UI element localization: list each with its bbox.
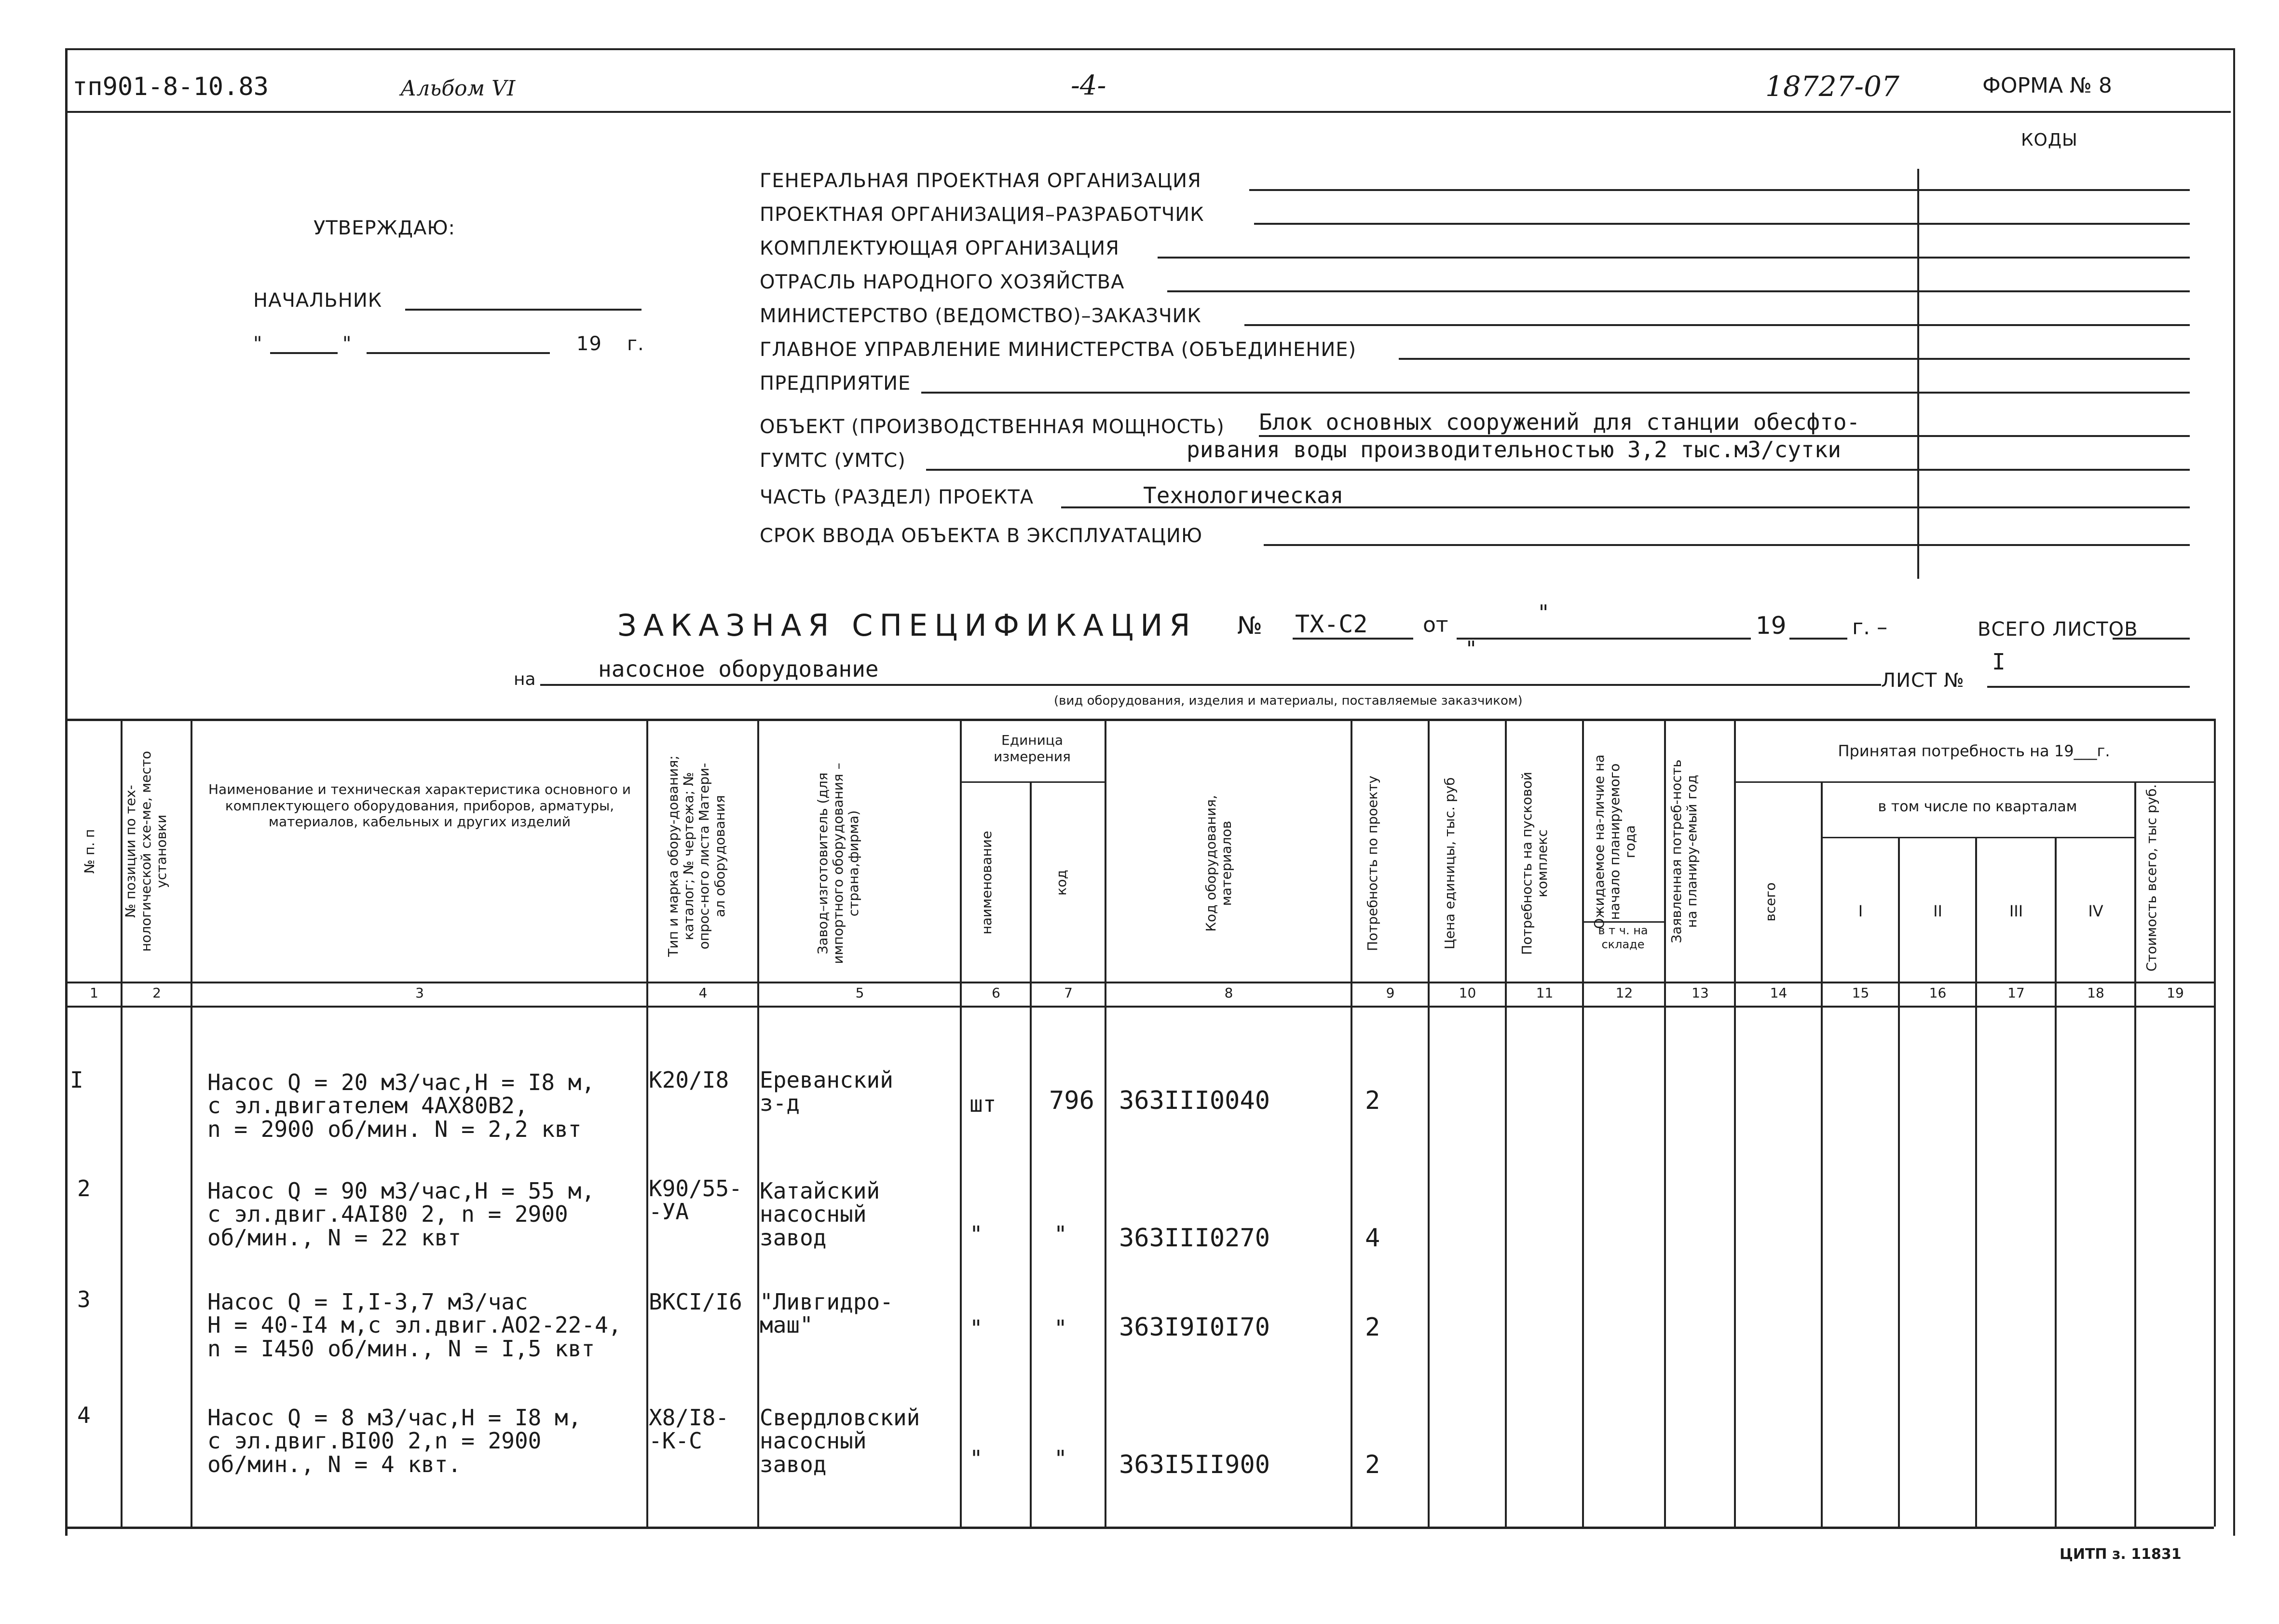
row-4-code: 363I5II900	[1119, 1450, 1270, 1479]
org-general-line	[1249, 189, 2190, 191]
row-3-number: 3	[77, 1286, 91, 1312]
row-1-code: 363III0040	[1119, 1086, 1270, 1115]
page-mark: -4-	[1071, 70, 1106, 101]
col-border-19	[2214, 719, 2216, 1527]
colnum-2: 2	[152, 985, 161, 1001]
col-border-2	[191, 719, 192, 1527]
table-colnum-bottom	[65, 1006, 2214, 1008]
row-1-description: Насос Q = 20 м3/час,Н = I8 м, с эл.двигателем 4АХ80В2, n = 2900 об/мин. N = 2,2 квт	[207, 1069, 595, 1142]
total-sheets-label: ВСЕГО ЛИСТОВ	[1978, 618, 2138, 641]
date-day-line	[270, 352, 338, 354]
date-year-g: г.	[627, 333, 644, 355]
th-declared-demand: Заявленная потреб-ность на планиру-емый год	[1668, 759, 1700, 943]
th-expected-stock: Ожидаемое на-личие на начало планируемого года	[1591, 754, 1638, 929]
row-1-unit-code: 796	[1049, 1086, 1094, 1115]
th-demand-project: Потребность по проекту	[1365, 776, 1380, 951]
row-1-number: I	[70, 1067, 83, 1093]
col-border-15	[1898, 837, 1900, 1527]
row-3-code: 363I9I0I70	[1119, 1313, 1270, 1342]
col-border-5	[960, 719, 962, 1527]
org-directorate-line	[1399, 358, 2190, 360]
row-2-type: К90/55- -УА	[649, 1175, 742, 1225]
row-1-maker: Ереванский з-д	[760, 1067, 893, 1117]
th-type: Тип и марка обору-дования; каталог; № чертежа; № опрос-ного листа Матери-ал оборудования	[665, 755, 728, 957]
col-border-17	[2055, 837, 2057, 1527]
colnum-6: 6	[992, 985, 1000, 1001]
spec-no-label: №	[1237, 612, 1263, 640]
date-quote-close: "	[342, 333, 352, 355]
sheet-no-line	[1987, 686, 2190, 688]
org-deadline-label: СРОК ВВОДА ОБЪЕКТА В ЭКСПЛУАТАЦИЮ	[760, 525, 1203, 547]
th-quarter-2: II	[1933, 902, 1942, 920]
codes-column-divider	[1917, 169, 1919, 579]
accepted-group-underline	[1734, 781, 2214, 783]
album-label: Альбом VI	[400, 76, 516, 101]
table-colnum-top	[65, 982, 2214, 983]
th-unit-code: код	[1053, 870, 1069, 896]
org-umts-line	[926, 469, 2190, 471]
col-border-9	[1428, 719, 1430, 1527]
org-part-label: ЧАСТЬ (РАЗДЕЛ) ПРОЕКТА	[760, 486, 1034, 508]
row-4-maker: Свердловский насосный завод	[760, 1405, 920, 1477]
row-4-unit-code: "	[1054, 1446, 1067, 1472]
col-border-6	[1030, 781, 1032, 1527]
chief-line	[405, 309, 641, 311]
th-maker: Завод–изготовитель (для импортного оборудования –страна,фирма)	[815, 763, 862, 964]
table-bottom-border	[65, 1527, 2214, 1529]
unit-group-underline	[960, 781, 1105, 783]
colnum-19: 19	[2167, 985, 2184, 1001]
org-supplier-line	[1158, 257, 2190, 259]
colnum-7: 7	[1064, 985, 1073, 1001]
sheet-no-value: I	[1992, 649, 2006, 675]
col-border-11	[1582, 719, 1584, 1527]
th-total: всего	[1762, 882, 1778, 922]
org-developer-line	[1254, 223, 2190, 225]
colnum-11: 11	[1536, 985, 1554, 1001]
colnum-18: 18	[2087, 985, 2104, 1001]
col-border-10	[1505, 719, 1507, 1527]
row-1-qty: 2	[1365, 1086, 1380, 1115]
codes-label: КОДЫ	[2021, 130, 2078, 150]
doc-number: 18727-07	[1765, 70, 1899, 103]
document-title: ЗАКАЗНАЯ СПЕЦИФИКАЦИЯ	[617, 608, 1197, 643]
row-2-unit-code: "	[1054, 1221, 1067, 1247]
org-directorate-label: ГЛАВНОЕ УПРАВЛЕНИЕ МИНИСТЕРСТВА (ОБЪЕДИНЕНИЕ)	[760, 339, 1357, 361]
row-3-unit: "	[969, 1315, 983, 1341]
header-divider	[65, 111, 2231, 113]
spec-year-prefix: 19	[1756, 612, 1787, 640]
colnum-15: 15	[1852, 985, 1870, 1001]
org-developer-label: ПРОЕКТНАЯ ОРГАНИЗАЦИЯ–РАЗРАБОТЧИК	[760, 204, 1204, 226]
table-top-border	[65, 719, 2214, 721]
col-border-12	[1664, 719, 1666, 1527]
row-4-type: Х8/I8- -К-С	[649, 1405, 729, 1454]
row-2-maker: Катайский насосный завод	[760, 1178, 880, 1251]
total-sheets-line	[2113, 638, 2190, 640]
org-enterprise-line	[921, 392, 2190, 394]
date-year-prefix: 19	[576, 333, 602, 355]
colnum-10: 10	[1459, 985, 1476, 1001]
spec-from-label: от	[1423, 613, 1448, 637]
col-border-16	[1975, 837, 1977, 1527]
org-supplier-label: КОМПЛЕКТУЮЩАЯ ОРГАНИЗАЦИЯ	[760, 237, 1119, 259]
org-enterprise-label: ПРЕДПРИЯТИЕ	[760, 372, 911, 395]
colnum-8: 8	[1224, 985, 1233, 1001]
th-quarter-3: III	[2009, 902, 2023, 920]
th-unit-price: Цена единицы, тыс. руб	[1442, 777, 1458, 950]
org-umts-value: ривания воды производительностью 3,2 тыс.м3/сутки	[1187, 437, 1842, 463]
spec-quote-close: "	[1466, 637, 1476, 661]
th-position: № позиции по тех-нологической схе-ме, место установки	[123, 751, 170, 952]
row-3-unit-code: "	[1054, 1315, 1067, 1341]
form-number: ФОРМА № 8	[1982, 73, 2112, 98]
colnum-13: 13	[1692, 985, 1709, 1001]
col-border-8	[1351, 719, 1352, 1527]
colnum-5: 5	[855, 985, 864, 1001]
org-deadline-line	[1264, 544, 2190, 546]
doc-code: тп901-8-10.83	[72, 72, 269, 101]
row-2-code: 363III0270	[1119, 1224, 1270, 1253]
org-general-label: ГЕНЕРАЛЬНАЯ ПРОЕКТНАЯ ОРГАНИЗАЦИЯ	[760, 170, 1201, 192]
col-border-13	[1734, 719, 1736, 1527]
row-3-qty: 2	[1365, 1313, 1380, 1342]
spec-quote-open: "	[1539, 600, 1549, 625]
org-ministry-label: МИНИСТЕРСТВО (ВЕДОМСТВО)–ЗАКАЗЧИК	[760, 305, 1201, 327]
approve-label: УТВЕРЖДАЮ:	[314, 217, 456, 239]
org-object-value: Блок основных сооружений для станции обесфто-	[1259, 409, 1860, 435]
org-umts-label: ГУМТС (УМТС)	[760, 450, 906, 472]
quarters-underline	[1821, 837, 2134, 838]
th-unit-group: Единица измерения	[994, 732, 1071, 764]
footer-stamp: ЦИТП з. 11831	[2060, 1546, 2182, 1563]
sheet-no-label: ЛИСТ №	[1881, 669, 1965, 692]
th-description: Наименование и техническая характеристика основного и комплектующего оборудования, приборов, арматуры, материалов, кабельных и других изделий	[208, 781, 631, 830]
spec-date-line	[1457, 638, 1751, 640]
spec-year-line	[1789, 638, 1847, 640]
date-month-line	[367, 352, 550, 354]
th-accepted-demand: Принятая потребность на 19___г.	[1838, 742, 2110, 760]
th-demand-launch: Потребность на пусковой комплекс	[1519, 772, 1551, 955]
org-part-value: Технологическая	[1143, 482, 1344, 508]
col-border-14	[1821, 781, 1823, 1527]
org-object-label: ОБЪЕКТ (ПРОИЗВОДСТВЕННАЯ МОЩНОСТЬ)	[760, 416, 1225, 438]
row-2-unit: "	[969, 1221, 983, 1247]
spec-year-g: г. –	[1852, 615, 1888, 640]
col-border-4	[757, 719, 759, 1527]
th-unit-name: наименование	[979, 831, 995, 935]
subject-value: насосное оборудование	[598, 656, 879, 682]
th-in-warehouse: в т ч. на складе	[1598, 924, 1648, 951]
row-3-description: Насос Q = I,I-3,7 м3/час Н = 40-I4 м,с эл.двиг.АО2-22-4, n = I450 об/мин., N = I,5 квт	[207, 1289, 622, 1362]
org-industry-line	[1167, 290, 2190, 292]
th-quarter-1: I	[1858, 902, 1863, 920]
row-4-number: 4	[77, 1402, 91, 1428]
row-4-unit: "	[969, 1446, 983, 1472]
th-quarter-4: IV	[2088, 902, 2103, 920]
col-border-18	[2134, 781, 2136, 1527]
colnum-3: 3	[415, 985, 424, 1001]
date-quote-open: "	[253, 333, 263, 355]
org-part-line	[1061, 506, 2190, 508]
th-cost-total: Стоимость всего, тыс руб.	[2143, 784, 2159, 972]
org-industry-label: ОТРАСЛЬ НАРОДНОГО ХОЗЯЙСТВА	[760, 271, 1125, 293]
row-1-unit: шт	[969, 1091, 996, 1117]
colnum-9: 9	[1386, 985, 1395, 1001]
th-quarters: в том числе по кварталам	[1878, 798, 2077, 815]
col-border-7	[1105, 719, 1106, 1527]
row-3-maker: "Ливгидро- маш"	[760, 1289, 893, 1338]
row-1-type: К20/I8	[649, 1067, 729, 1093]
colnum-4: 4	[698, 985, 708, 1001]
th-equipment-code: Код оборудования, материалов	[1203, 795, 1235, 932]
subject-na-label: на	[514, 669, 536, 689]
row-3-type: ВКСI/I6	[649, 1289, 742, 1315]
colnum-17: 17	[2007, 985, 2025, 1001]
subject-caption: (вид оборудования, изделия и материалы, поставляемые заказчиком)	[1054, 694, 1523, 708]
org-ministry-line	[1244, 324, 2190, 326]
col-border-3	[646, 719, 648, 1527]
row-4-description: Насос Q = 8 м3/час,Н = I8 м, с эл.двиг.ВI00 2,n = 2900 об/мин., N = 4 квт.	[207, 1405, 582, 1477]
colnum-12: 12	[1615, 985, 1633, 1001]
colnum-16: 16	[1929, 985, 1947, 1001]
colnum-14: 14	[1770, 985, 1788, 1001]
spec-no-line	[1293, 638, 1413, 640]
spec-no-value: ТХ-С2	[1295, 610, 1368, 638]
col-border-0	[65, 719, 67, 1527]
row-2-description: Насос Q = 90 м3/час,Н = 55 м, с эл.двиг.4АI80 2, n = 2900 об/мин., N = 22 квт	[207, 1178, 595, 1251]
subject-line	[540, 684, 1881, 686]
row-2-number: 2	[77, 1175, 91, 1201]
th-row-number: № п. п	[82, 829, 97, 874]
row-4-qty: 2	[1365, 1450, 1380, 1479]
colnum-1: 1	[90, 985, 98, 1001]
row-2-qty: 4	[1365, 1224, 1380, 1253]
chief-label: НАЧАЛЬНИК	[253, 289, 382, 312]
